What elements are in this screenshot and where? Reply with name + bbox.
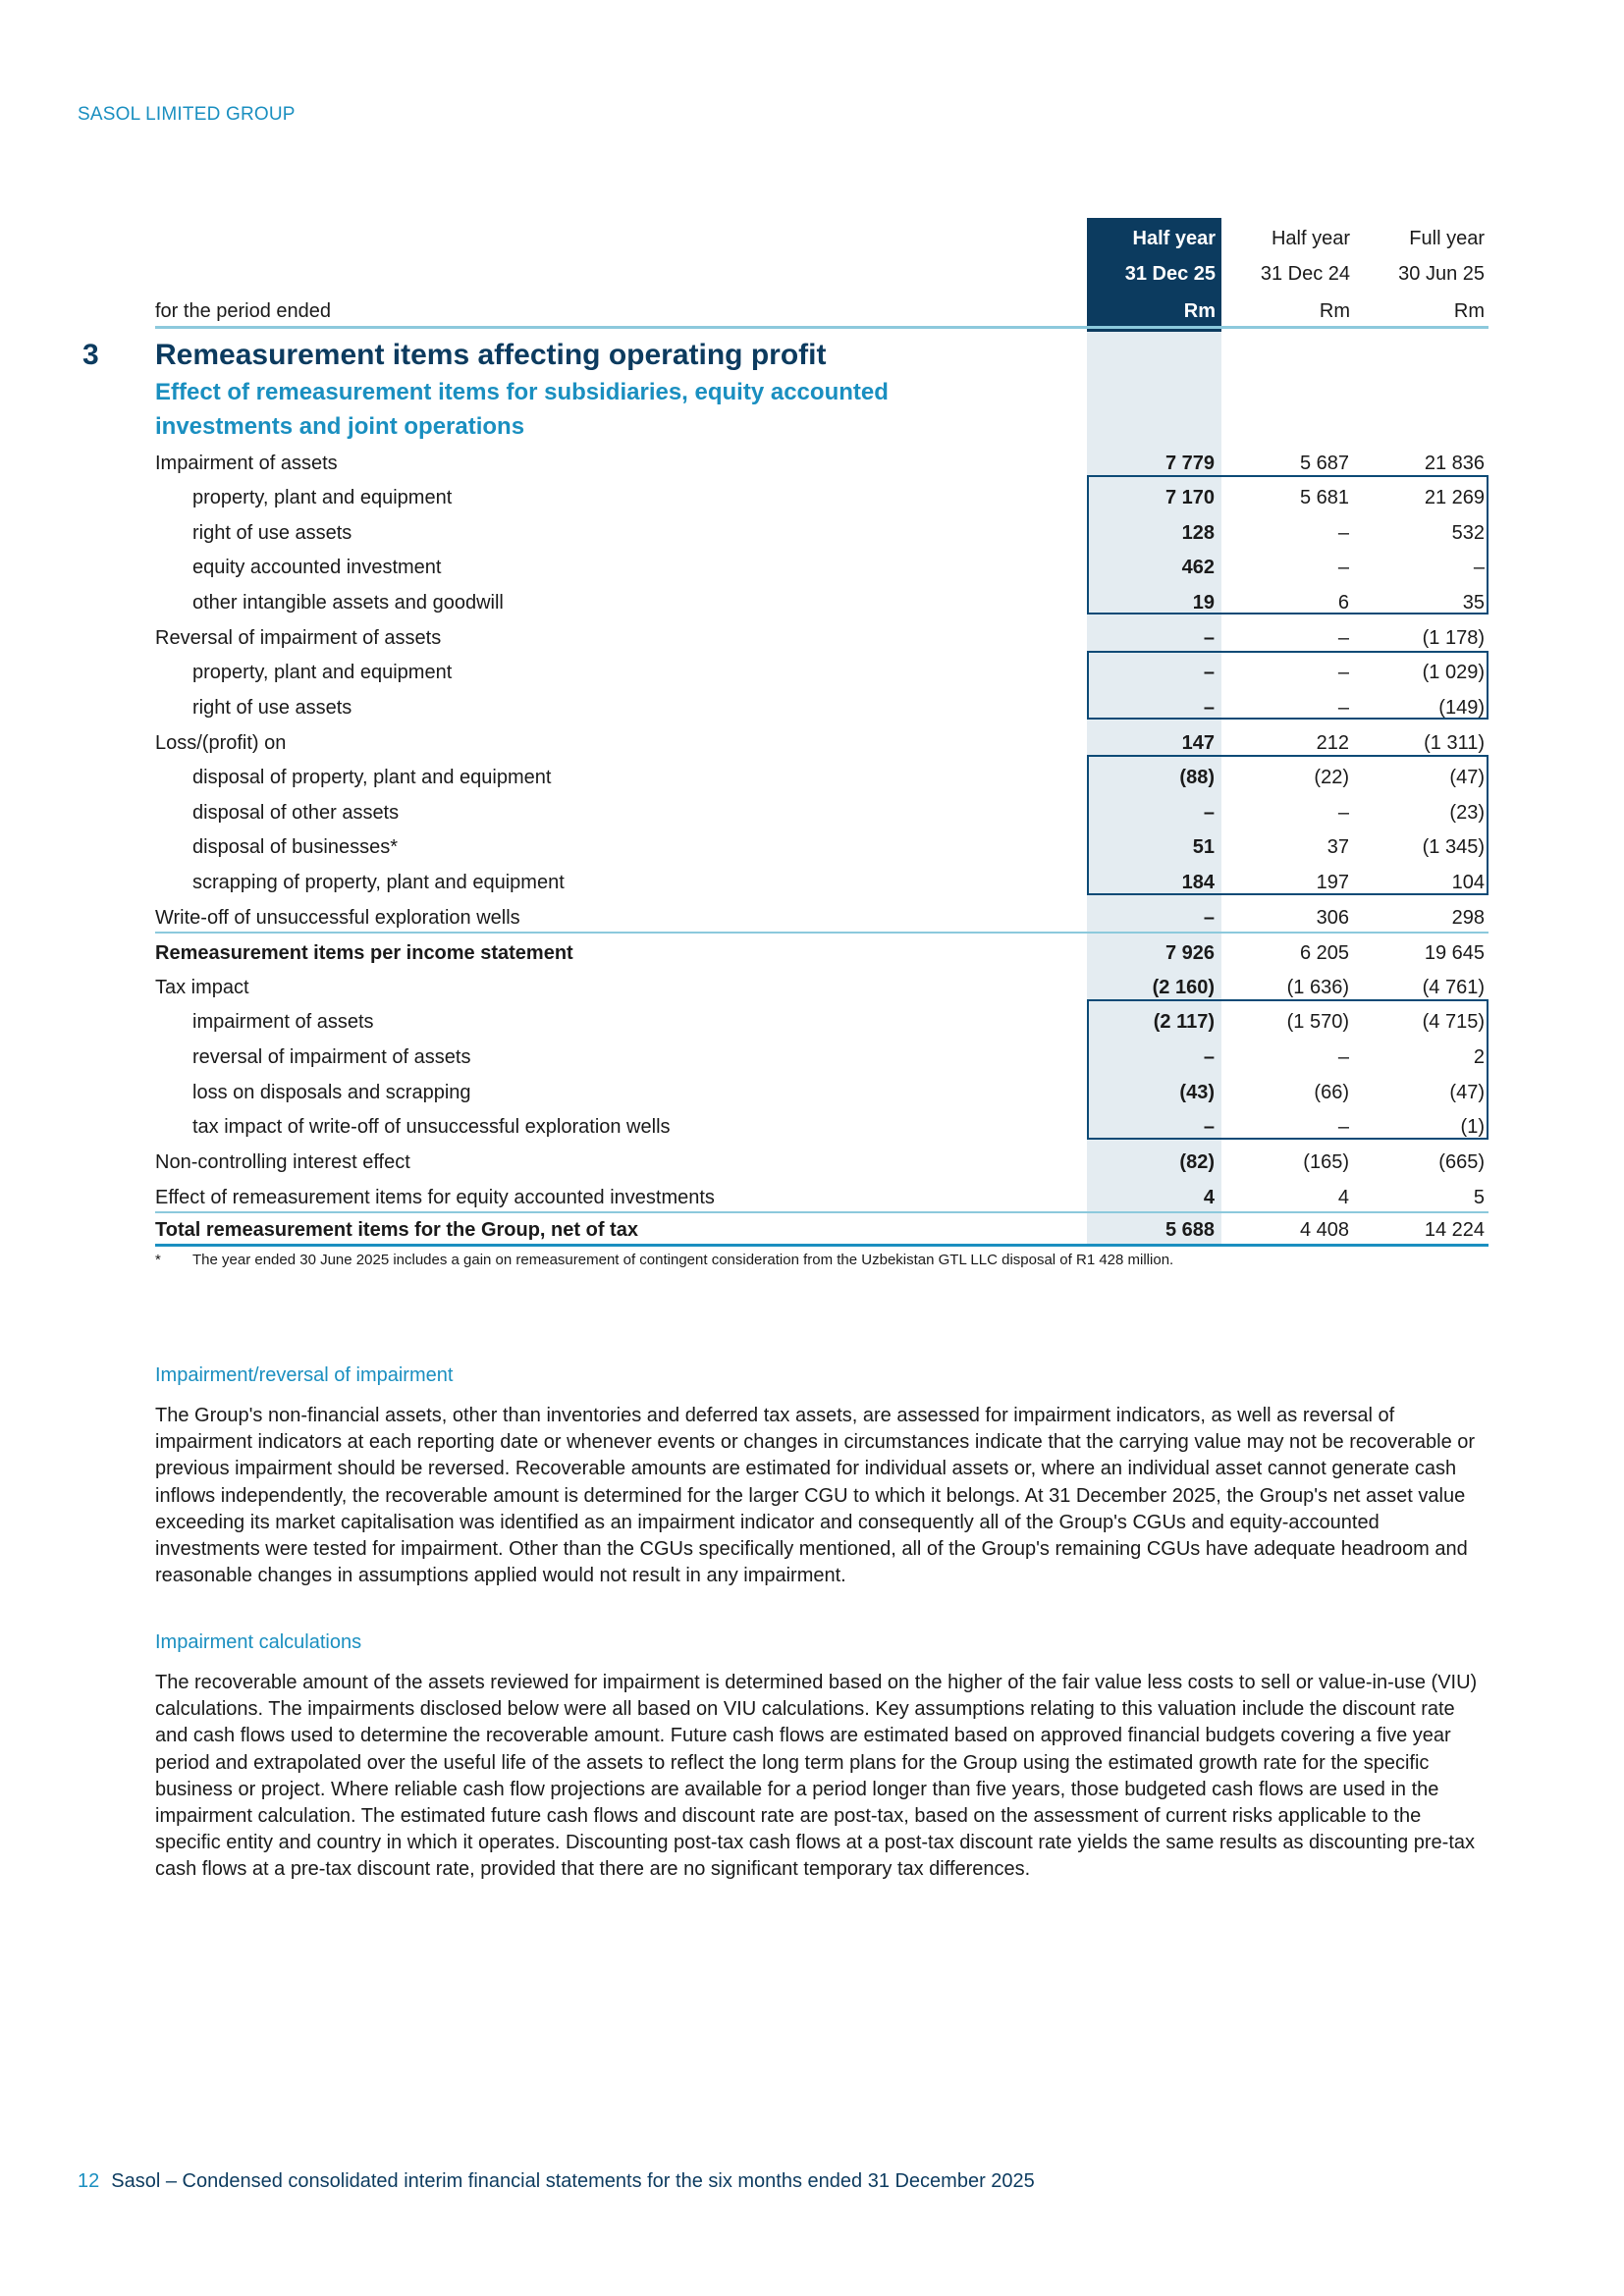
column-header-line1: Full year: [1409, 228, 1485, 249]
value-full-year: 14 224: [1424, 1219, 1485, 1241]
value-prior-half: 6: [1337, 592, 1349, 614]
value-prior-half: 37: [1326, 836, 1349, 858]
row-label: impairment of assets: [192, 1011, 374, 1033]
value-current: (2 117): [1153, 1011, 1215, 1033]
value-full-year: (1 345): [1422, 836, 1485, 858]
value-prior-half: –: [1337, 522, 1349, 544]
footer-text: Sasol – Condensed consolidated interim financial statements for the six months ended 31 December 2025: [111, 2170, 1035, 2192]
column-header-unit: Rm: [1183, 300, 1216, 322]
value-prior-half: –: [1337, 1116, 1349, 1138]
row-label: right of use assets: [192, 522, 352, 544]
value-current: –: [1203, 1046, 1215, 1068]
row-label: Loss/(profit) on: [155, 732, 287, 754]
value-full-year: (47): [1449, 767, 1485, 788]
table-row-total: [155, 1213, 1489, 1248]
value-current: 184: [1181, 872, 1215, 893]
value-current: –: [1203, 907, 1215, 929]
row-label: equity accounted investment: [192, 557, 442, 578]
value-full-year: 532: [1451, 522, 1485, 544]
subtotal-rule: [155, 932, 1489, 934]
row-label: other intangible assets and goodwill: [192, 592, 504, 614]
value-full-year: 35: [1462, 592, 1485, 614]
value-full-year: (1 178): [1422, 627, 1485, 649]
row-label: reversal of impairment of assets: [192, 1046, 471, 1068]
column-header-unit: Rm: [1453, 300, 1485, 322]
value-full-year: (1 311): [1424, 732, 1485, 754]
value-current: –: [1203, 662, 1215, 683]
value-current: –: [1203, 697, 1215, 719]
row-label: right of use assets: [192, 697, 352, 719]
value-full-year: (4 715): [1422, 1011, 1485, 1033]
value-current: 7 926: [1164, 942, 1215, 964]
value-full-year: 21 836: [1424, 453, 1485, 474]
value-prior-half: 4: [1337, 1187, 1349, 1208]
value-prior-half: 6 205: [1299, 942, 1349, 964]
value-full-year: 19 645: [1424, 942, 1485, 964]
notes-heading-impairment-reversal: Impairment/reversal of impairment: [155, 1364, 454, 1386]
notes-paragraph-impairment-calculations: The recoverable amount of the assets reviewed for impairment is determined based on the higher of the fair value less costs to sell or value-in-use (VIU) calculations. The impairments disclosed below were all based on VIU calculations. Key assumptions relating to this valuation include the discount rate and cash flows used to determine the recoverable amount. Future cash flows are estimated based on approved financial budgets covering a five year period and extrapolated over the useful life of the assets to reflect the long term plans for the Group using the estimated growth rate for the specific business or project. Where reliable cash flow projections are available for a period longer than five years, those budgeted cash flows are used in the impairment calculation. The estimated future cash flows and discount rate are post-tax, based on the assessment of current risks applicable to the specific entity and country in which it operates. Discounting post-tax cash flows at a post-tax discount rate yields the same results as discounting pre-tax cash flows at a pre-tax discount rate, provided that there are no significant temporary tax differences.: [155, 1672, 1478, 1881]
value-full-year: 104: [1451, 872, 1485, 893]
column-header-line2: 31 Dec 25: [1124, 263, 1216, 285]
value-current: (2 160): [1152, 977, 1215, 998]
value-prior-half: (1 570): [1286, 1011, 1349, 1033]
row-label: Effect of remeasurement items for equity accounted investments: [155, 1187, 715, 1208]
section-number: 3: [82, 339, 99, 371]
value-prior-half: –: [1337, 557, 1349, 578]
header-rule: [155, 326, 1489, 329]
column-header-line2: 31 Dec 24: [1260, 263, 1350, 285]
total-bottom-rule: [155, 1244, 1489, 1247]
value-prior-half: 306: [1316, 907, 1349, 929]
value-current: (88): [1179, 767, 1215, 788]
footnote-marker: *: [155, 1252, 161, 1268]
value-full-year: 21 269: [1424, 487, 1485, 508]
row-label: property, plant and equipment: [192, 487, 453, 508]
row-label: Impairment of assets: [155, 453, 338, 474]
tax-impact-breakdown-box: [1087, 999, 1489, 1140]
notes-paragraph-impairment-reversal: The Group's non-financial assets, other than inventories and deferred tax assets, are assessed for impairment indicators, as well as reversal of impairment indicators at each reporting date or whenever events or changes in circumstances indicate that the carrying value may not be recoverable or previous impairment should be reversed. Recoverable amounts are estimated for individual assets or, where an individual asset cannot generate cash inflows independently, the recoverable amount is determined for the larger CGU to which it belongs. At 31 December 2025, the Group's net asset value exceeding its market capitalisation was identified as an impairment indicator and consequently all of the Group's CGUs and equity-accounted investments were tested for impairment. Other than the CGUs specifically mentioned, all of the Group's remaining CGUs have adequate headroom and reasonable changes in assumptions applied would not result in any impairment.: [155, 1405, 1476, 1587]
row-label: Total remeasurement items for the Group, net of tax: [155, 1219, 638, 1241]
value-prior-half: –: [1337, 802, 1349, 824]
row-label: scrapping of property, plant and equipment: [192, 872, 565, 893]
section-subtitle: Effect of remeasurement items for subsidiaries, equity accounted investments and joint operations: [155, 379, 889, 440]
column-header-line1: Half year: [1132, 228, 1216, 249]
section-title: Remeasurement items affecting operating profit: [155, 339, 827, 371]
value-prior-half: –: [1337, 697, 1349, 719]
value-current: –: [1203, 1116, 1215, 1138]
row-label: property, plant and equipment: [192, 662, 453, 683]
notes-heading-impairment-calculations: Impairment calculations: [155, 1631, 362, 1653]
value-full-year: 5: [1473, 1187, 1485, 1208]
row-label: Tax impact: [155, 977, 249, 998]
page-number: 12: [78, 2170, 100, 2192]
value-full-year: (149): [1438, 697, 1485, 719]
reversal-breakdown-box: [1087, 651, 1489, 720]
value-full-year: –: [1473, 557, 1485, 578]
value-current: (82): [1179, 1151, 1215, 1173]
table-row: [155, 1146, 1489, 1180]
row-label: Non-controlling interest effect: [155, 1151, 410, 1173]
value-prior-half: –: [1337, 627, 1349, 649]
value-current: 4: [1203, 1187, 1215, 1208]
row-label: disposal of property, plant and equipment: [192, 767, 552, 788]
value-prior-half: (165): [1303, 1151, 1349, 1173]
row-label: Reversal of impairment of assets: [155, 627, 442, 649]
value-prior-half: –: [1337, 662, 1349, 683]
footnote-text: The year ended 30 June 2025 includes a gain on remeasurement of contingent consideration from the Uzbekistan GTL LLC disposal of R1 428 million.: [192, 1252, 1174, 1268]
value-full-year: (47): [1449, 1082, 1485, 1103]
impairment-breakdown-box: [1087, 475, 1489, 614]
value-full-year: 2: [1473, 1046, 1485, 1068]
value-prior-half: 5 681: [1299, 487, 1349, 508]
value-current: 147: [1181, 732, 1215, 754]
table-row: [155, 1181, 1489, 1215]
value-current: 19: [1192, 592, 1215, 614]
column-header-line1: Half year: [1271, 228, 1350, 249]
row-label: loss on disposals and scrapping: [192, 1082, 471, 1103]
value-current: 7 779: [1164, 453, 1215, 474]
value-full-year: 298: [1451, 907, 1485, 929]
value-prior-half: (1 636): [1286, 977, 1349, 998]
value-prior-half: 197: [1316, 872, 1349, 893]
row-label: disposal of other assets: [192, 802, 400, 824]
row-label: Write-off of unsuccessful exploration wells: [155, 907, 520, 929]
value-current: –: [1203, 802, 1215, 824]
value-current: 5 688: [1164, 1219, 1215, 1241]
row-label: disposal of businesses*: [192, 836, 399, 858]
value-prior-half: (66): [1314, 1082, 1349, 1103]
value-full-year: (1 029): [1422, 662, 1485, 683]
value-prior-half: –: [1337, 1046, 1349, 1068]
value-current: –: [1203, 627, 1215, 649]
value-full-year: (23): [1449, 802, 1485, 824]
period-label: for the period ended: [155, 300, 332, 322]
loss-profit-breakdown-box: [1087, 755, 1489, 895]
value-prior-half: 212: [1316, 732, 1349, 754]
column-header-line2: 30 Jun 25: [1398, 263, 1485, 285]
page-footer: [78, 2170, 1035, 2193]
value-current: 462: [1181, 557, 1215, 578]
value-current: 51: [1192, 836, 1215, 858]
table-row-subtotal: [155, 936, 1489, 971]
row-label: tax impact of write-off of unsuccessful exploration wells: [192, 1116, 671, 1138]
value-prior-half: 5 687: [1299, 453, 1349, 474]
value-full-year: (1): [1460, 1116, 1485, 1138]
value-prior-half: 4 408: [1299, 1219, 1349, 1241]
value-prior-half: (22): [1314, 767, 1349, 788]
value-current: 7 170: [1164, 487, 1215, 508]
value-full-year: (665): [1438, 1151, 1485, 1173]
value-current: 128: [1181, 522, 1215, 544]
row-label: Remeasurement items per income statement: [155, 942, 573, 964]
value-full-year: (4 761): [1422, 977, 1485, 998]
table-row: [155, 901, 1489, 935]
column-header-unit: Rm: [1319, 300, 1350, 322]
value-current: (43): [1179, 1082, 1215, 1103]
company-header: SASOL LIMITED GROUP: [78, 104, 296, 125]
